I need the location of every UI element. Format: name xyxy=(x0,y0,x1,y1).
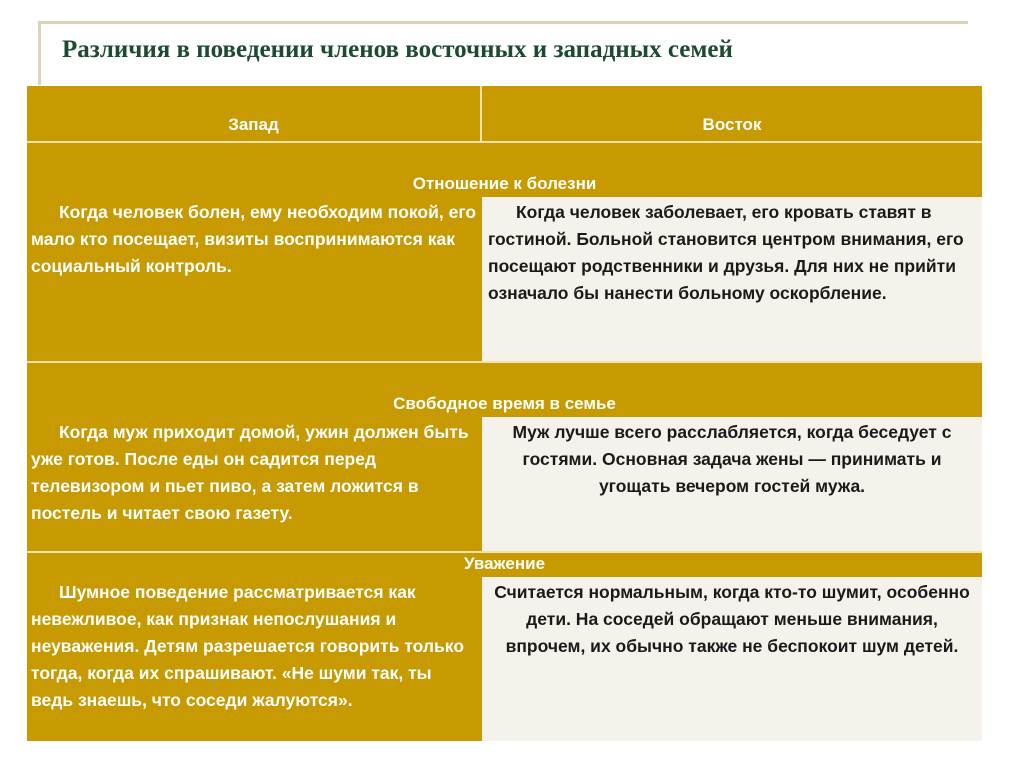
cell-west-respect: Шумное поведение рассматривается как невежливое, как признак непослушания и неуважения. Детям разрешается говорить только тогда, когда их спрашивают. «Не шуми так, ты ведь знаешь, что соседи жалуются». xyxy=(27,577,482,741)
table-header-row xyxy=(27,86,982,141)
section-heading-respect: Уважение xyxy=(27,551,982,577)
section-row-illness xyxy=(27,141,982,197)
header-east: Восток xyxy=(482,86,982,141)
section-heading-illness: Отношение к болезни xyxy=(27,141,982,197)
cell-west-leisure: Когда муж приходит домой, ужин должен быть уже готов. После еды он садится перед телевизором и пьет пиво, а затем ложится в постель и читает свою газету. xyxy=(27,417,482,551)
frame-left-line xyxy=(38,21,41,85)
table-row-illness xyxy=(27,197,982,361)
cell-east-illness: Когда человек заболевает, его кровать ставят в гостиной. Больной становится центром внимания, его посещают родственники и друзья. Для них не прийти означало бы нанести больному оскорбление. xyxy=(482,197,982,361)
cell-west-illness: Когда человек болен, ему необходим покой, его мало кто посещает, визиты воспринимаются как социальный контроль. xyxy=(27,197,482,361)
cell-east-leisure: Муж лучше всего расслабляется, когда беседует с гостями. Основная задача жены — принимать и угощать вечером гостей мужа. xyxy=(482,417,982,551)
frame-top-line xyxy=(38,21,968,24)
slide-title: Различия в поведении членов восточных и западных семей xyxy=(62,36,733,63)
section-row-leisure xyxy=(27,361,982,417)
header-west: Запад xyxy=(27,86,482,141)
comparison-table xyxy=(27,86,982,741)
table-row-respect xyxy=(27,577,982,741)
section-row-respect xyxy=(27,551,982,577)
cell-east-respect: Считается нормальным, когда кто-то шумит, особенно дети. На соседей обращают меньше внимания, впрочем, их обычно также не беспокоит шум детей. xyxy=(482,577,982,741)
table-row-leisure xyxy=(27,417,982,551)
section-heading-leisure: Свободное время в семье xyxy=(27,361,982,417)
